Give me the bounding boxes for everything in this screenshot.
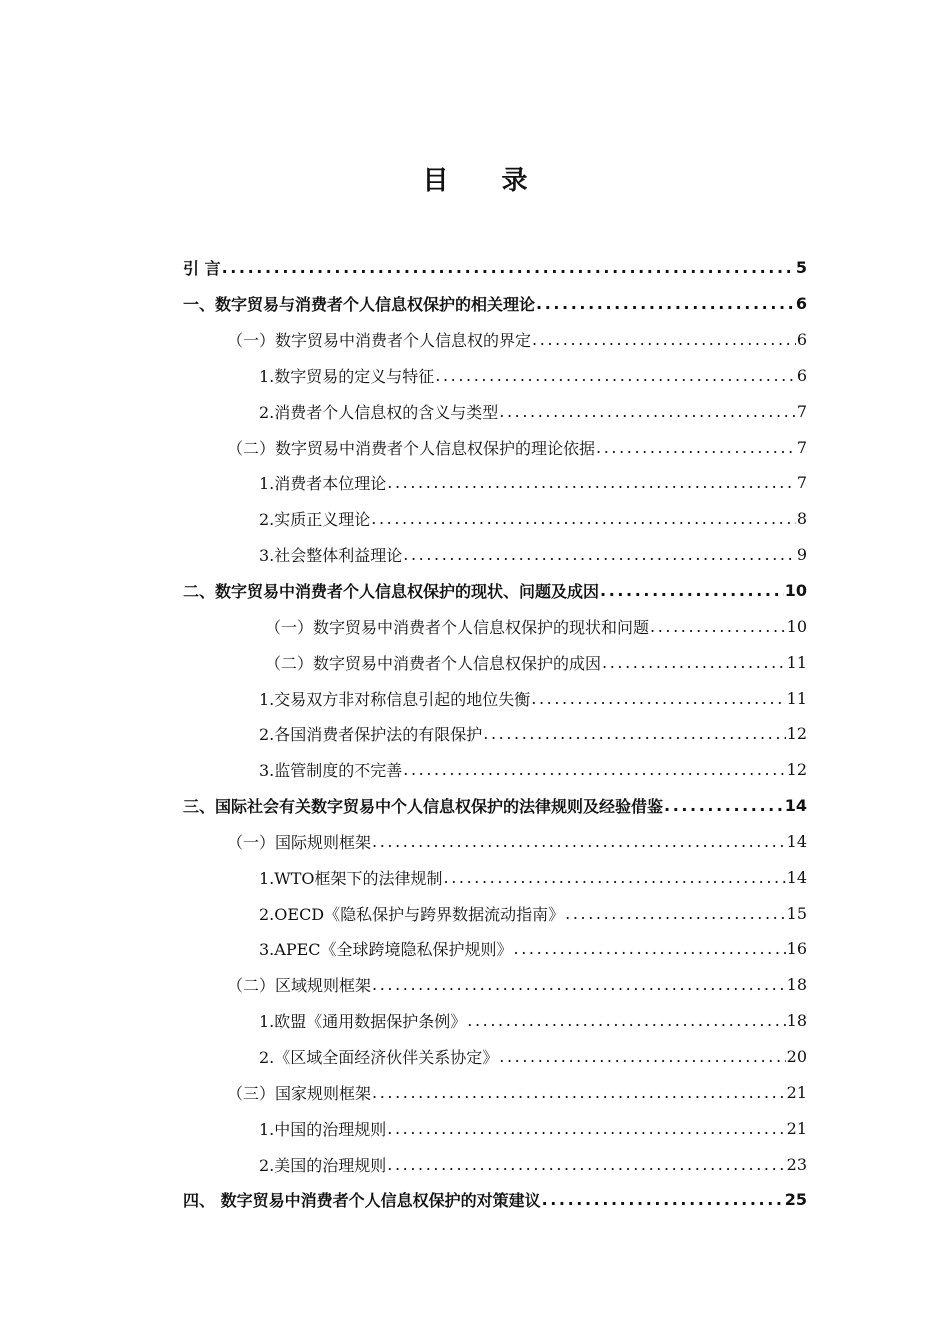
- toc-entry-page: 8: [796, 509, 807, 529]
- toc-entry-subsection-3-2-1[interactable]: [183, 1003, 807, 1039]
- toc-entry-subsection-3-1-2[interactable]: [183, 895, 807, 931]
- toc-leader-dots: [371, 509, 796, 528]
- toc-entry-page: 10: [786, 616, 807, 636]
- toc-leader-dots: [650, 617, 786, 636]
- toc-entry-title: 1.中国的治理规则: [259, 1119, 387, 1139]
- toc-entry-page: 15: [786, 903, 807, 923]
- toc-entry-title: 1.数字贸易的定义与特征: [259, 366, 435, 386]
- toc-entry-title: 三、国际社会有关数字贸易中个人信息权保护的法律规则及经验借鉴: [183, 797, 664, 817]
- toc-entry-page: 23: [786, 1154, 807, 1174]
- toc-entry-title: 3.APEC《全球跨境隐私保护规则》: [259, 940, 513, 960]
- toc-entry-subsection-1-2-3[interactable]: [183, 537, 807, 573]
- toc-entry-chapter-2[interactable]: [183, 573, 807, 609]
- toc-entry-page: 21: [786, 1118, 807, 1138]
- toc-entry-page: 11: [786, 688, 807, 708]
- toc-leader-dots: [444, 868, 786, 887]
- toc-entry-title: （三）国家规则框架: [227, 1083, 372, 1103]
- toc-entry-page: 18: [786, 975, 807, 995]
- toc-leader-dots: [600, 581, 784, 600]
- toc-leader-dots: [542, 1190, 784, 1209]
- toc-leader-dots: [499, 402, 796, 421]
- toc-entry-subsection-3-3-1[interactable]: [183, 1110, 807, 1146]
- toc-entry-page: 14: [786, 831, 807, 851]
- toc-entry-subsection-2-2-2[interactable]: [183, 716, 807, 752]
- toc-leader-dots: [403, 760, 785, 779]
- toc-entry-section-3-2[interactable]: [183, 967, 807, 1003]
- toc-entry-title: 2.OECD《隐私保护与跨界数据流动指南》: [259, 904, 565, 924]
- toc-leader-dots: [499, 1047, 785, 1066]
- toc-entry-section-2-2[interactable]: [183, 644, 807, 680]
- toc-entry-subsection-1-1-1[interactable]: [183, 358, 807, 394]
- toc-entry-title: 二、数字贸易中消费者个人信息权保护的现状、问题及成因: [183, 582, 600, 602]
- toc-leader-dots: [536, 294, 795, 313]
- toc-entry-page: 12: [786, 724, 807, 744]
- toc-leader-dots: [467, 1011, 785, 1030]
- toc-entry-page: 21: [786, 1082, 807, 1102]
- toc-entry-title: （二）数字贸易中消费者个人信息权保护的成因: [265, 653, 602, 673]
- toc-leader-dots: [372, 975, 786, 994]
- toc-leader-dots: [372, 1083, 786, 1102]
- toc-entry-title: 3.监管制度的不完善: [259, 761, 403, 781]
- toc-leader-dots: [602, 653, 786, 672]
- toc-leader-dots: [222, 258, 795, 277]
- toc-entry-intro[interactable]: [183, 250, 807, 286]
- toc-entry-title: 2.各国消费者保护法的有限保护: [259, 725, 483, 745]
- toc-leader-dots: [565, 904, 786, 923]
- toc-entry-page: 10: [784, 581, 807, 601]
- toc-entry-title: 2.美国的治理规则: [259, 1155, 387, 1175]
- toc-entry-page: 5: [795, 258, 807, 278]
- toc-leader-dots: [387, 473, 796, 492]
- toc-entry-title: （一）数字贸易中消费者个人信息权的界定: [227, 331, 532, 351]
- toc-entry-subsection-3-1-3[interactable]: [183, 931, 807, 967]
- toc-entry-page: 6: [795, 294, 807, 314]
- toc-entry-title: 四、 数字贸易中消费者个人信息权保护的对策建议: [183, 1191, 541, 1211]
- toc-entry-subsection-2-2-1[interactable]: [183, 680, 807, 716]
- toc-entry-title: 1.交易双方非对称信息引起的地位失衡: [259, 689, 531, 709]
- toc-leader-dots: [531, 689, 785, 708]
- toc-entry-section-3-1[interactable]: [183, 824, 807, 860]
- toc-entry-page: 14: [784, 796, 807, 816]
- toc-entry-title: 一、数字贸易与消费者个人信息权保护的相关理论: [183, 295, 536, 315]
- toc-entry-title: （二）数字贸易中消费者个人信息权保护的理论依据: [227, 438, 596, 458]
- toc-entry-page: 14: [786, 867, 807, 887]
- toc-entry-subsection-3-3-2[interactable]: [183, 1146, 807, 1182]
- toc-entry-page: 11: [786, 652, 807, 672]
- toc-entry-subsection-1-2-2[interactable]: [183, 501, 807, 537]
- toc-entry-chapter-4[interactable]: [183, 1182, 807, 1218]
- table-of-contents: [183, 250, 807, 1218]
- toc-entry-page: 25: [784, 1190, 807, 1210]
- toc-entry-chapter-3[interactable]: [183, 788, 807, 824]
- toc-entry-page: 9: [796, 545, 807, 565]
- toc-leader-dots: [435, 366, 796, 385]
- toc-entry-title: 2.消费者个人信息权的含义与类型: [259, 402, 499, 422]
- toc-entry-chapter-1[interactable]: [183, 286, 807, 322]
- toc-leader-dots: [483, 724, 785, 743]
- page-title: 目 录: [422, 166, 550, 196]
- toc-entry-title: 1.消费者本位理论: [259, 474, 387, 494]
- toc-leader-dots: [372, 832, 786, 851]
- toc-leader-dots: [403, 545, 796, 564]
- toc-entry-page: 6: [796, 365, 807, 385]
- toc-entry-title: （二）区域规则框架: [227, 976, 372, 996]
- toc-entry-subsection-1-1-2[interactable]: [183, 393, 807, 429]
- toc-entry-page: 6: [796, 330, 807, 350]
- toc-entry-subsection-1-2-1[interactable]: [183, 465, 807, 501]
- toc-leader-dots: [387, 1155, 785, 1174]
- toc-entry-title: （一）数字贸易中消费者个人信息权保护的现状和问题: [265, 617, 650, 637]
- toc-entry-section-2-1[interactable]: [183, 608, 807, 644]
- toc-leader-dots: [387, 1119, 785, 1138]
- toc-entry-subsection-2-2-3[interactable]: [183, 752, 807, 788]
- toc-entry-subsection-3-1-1[interactable]: [183, 859, 807, 895]
- toc-entry-title: 2.实质正义理论: [259, 510, 371, 530]
- toc-leader-dots: [664, 796, 784, 815]
- toc-entry-page: 7: [796, 401, 807, 421]
- toc-entry-title: 2.《区域全面经济伙伴关系协定》: [259, 1047, 499, 1067]
- toc-entry-section-1-1[interactable]: [183, 322, 807, 358]
- toc-entry-subsection-3-2-2[interactable]: [183, 1039, 807, 1075]
- toc-leader-dots: [532, 330, 796, 349]
- toc-entry-title: （一）国际规则框架: [227, 832, 372, 852]
- toc-entry-section-3-3[interactable]: [183, 1074, 807, 1110]
- toc-entry-page: 18: [786, 1011, 807, 1031]
- toc-entry-title: 引 言: [183, 259, 221, 279]
- toc-leader-dots: [514, 939, 786, 958]
- toc-entry-section-1-2[interactable]: [183, 429, 807, 465]
- toc-entry-page: 12: [786, 760, 807, 780]
- toc-leader-dots: [596, 438, 796, 457]
- toc-entry-title: 1.WTO框架下的法律规制: [259, 868, 443, 888]
- toc-entry-page: 7: [796, 437, 807, 457]
- toc-entry-page: 16: [786, 939, 807, 959]
- toc-entry-title: 3.社会整体利益理论: [259, 546, 403, 566]
- toc-entry-title: 1.欧盟《通用数据保护条例》: [259, 1012, 467, 1032]
- toc-entry-page: 20: [786, 1046, 807, 1066]
- toc-entry-page: 7: [796, 473, 807, 493]
